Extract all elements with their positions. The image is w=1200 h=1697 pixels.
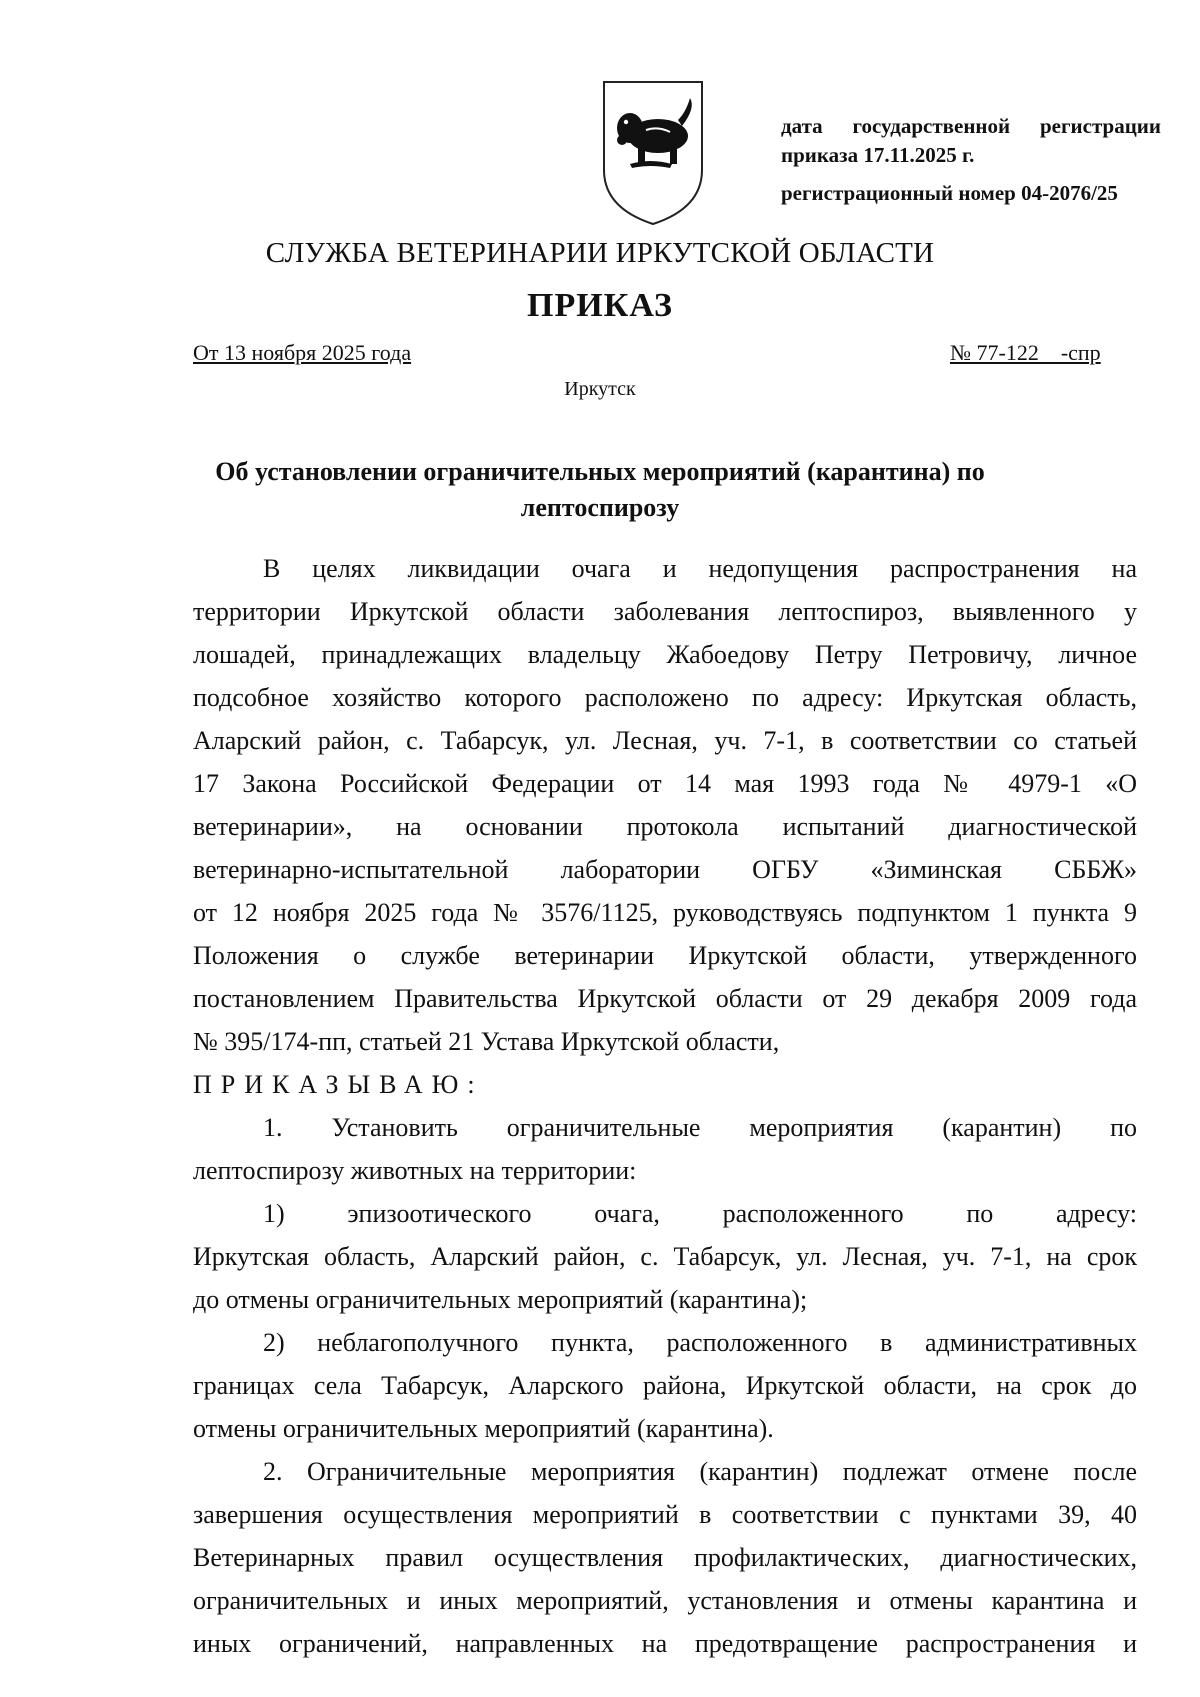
body-line: подсобное хозяйство которого расположено по адресу: Иркутская область, bbox=[193, 683, 1137, 712]
body-line: Аларский район, с. Табарсук, ул. Лесная, уч. 7-1, в соответствии со статьей bbox=[193, 726, 1137, 755]
body-line: № 395/174-пп, статьей 21 Устава Иркутской области, bbox=[193, 1027, 780, 1056]
body-line: завершения осуществления мероприятий в соответствии с пунктами 39, 40 bbox=[193, 1500, 1137, 1529]
body-line: лептоспирозу животных на территории: bbox=[193, 1156, 637, 1185]
body-line: Ветеринарных правил осуществления профилактических, диагностических, bbox=[193, 1543, 1137, 1572]
body-line: 17 Закона Российской Федерации от 14 мая 1993 года № 4979-1 «О bbox=[193, 769, 1137, 798]
agency-name: СЛУЖБА ВЕТЕРИНАРИИ ИРКУТСКОЙ ОБЛАСТИ bbox=[265, 237, 935, 269]
body-line: иных ограничений, направленных на предотвращение распространения и bbox=[193, 1629, 1137, 1658]
body-line: 1) эпизоотического очага, расположенного по адресу: bbox=[263, 1199, 1137, 1228]
body-line: ограничительных и иных мероприятий, установления и отмены карантина и bbox=[193, 1586, 1137, 1615]
body-line: постановлением Правительства Иркутской области от 29 декабря 2009 года bbox=[193, 984, 1137, 1013]
registration-word-date: дата bbox=[781, 114, 823, 138]
order-number: № 77-122 -спр bbox=[950, 340, 1101, 365]
registration-word-registration: регистрации bbox=[1039, 114, 1161, 138]
body-line: от 12 ноября 2025 года № 3576/1125, руководствуясь подпунктом 1 пункта 9 bbox=[193, 898, 1137, 927]
issue-city: Иркутск bbox=[564, 378, 636, 400]
body-line: лошадей, принадлежащих владельцу Жабоедову Петру Петровичу, личное bbox=[193, 640, 1137, 669]
body-line: ветеринарии», на основании протокола испытаний диагностической bbox=[193, 812, 1137, 841]
order-date: От 13 ноября 2025 года bbox=[193, 340, 412, 365]
body-line: границах села Табарсук, Аларского района, Иркутской области, на срок до bbox=[193, 1371, 1137, 1400]
registration-date: приказа 17.11.2025 г. bbox=[781, 143, 975, 167]
order-subject bbox=[200, 454, 1000, 526]
body-line: территории Иркутской области заболевания лептоспироз, выявленного у bbox=[193, 597, 1137, 626]
body-line: 2. Ограничительные мероприятия (карантин) подлежат отмене после bbox=[263, 1457, 1137, 1486]
body-line: до отмены ограничительных мероприятий (карантина); bbox=[193, 1285, 808, 1314]
body-line: В целях ликвидации очага и недопущения распространения на bbox=[263, 554, 1137, 583]
body-line: ветеринарно-испытательной лаборатории ОГБУ «Зиминская СББЖ» bbox=[193, 855, 1137, 884]
body-line: 1. Установить ограничительные мероприятия (карантин) по bbox=[263, 1113, 1137, 1142]
registration-word-state: государственной bbox=[852, 114, 1011, 138]
registration-number: регистрационный номер 04-2076/25 bbox=[781, 181, 1118, 205]
irkutsk-coat-of-arms-emblem bbox=[600, 78, 706, 228]
registration-stamp bbox=[781, 112, 1161, 208]
body-line: 2) неблагополучного пункта, расположенного в административных bbox=[263, 1328, 1137, 1357]
body-line: Иркутская область, Аларский район, с. Табарсук, ул. Лесная, уч. 7-1, на срок bbox=[193, 1242, 1137, 1271]
document-type-title: ПРИКАЗ bbox=[527, 287, 673, 324]
subject-line-1: Об установлении ограничительных мероприятий (карантина) по bbox=[215, 457, 985, 486]
order-directive: ПРИКАЗЫВАЮ: bbox=[193, 1070, 484, 1099]
registration-line-1 bbox=[781, 112, 1161, 141]
body-line: отмены ограничительных мероприятий (карантина). bbox=[193, 1414, 774, 1443]
body-line: Положения о службе ветеринарии Иркутской области, утвержденного bbox=[193, 941, 1137, 970]
subject-line-2: лептоспирозу bbox=[520, 493, 680, 522]
